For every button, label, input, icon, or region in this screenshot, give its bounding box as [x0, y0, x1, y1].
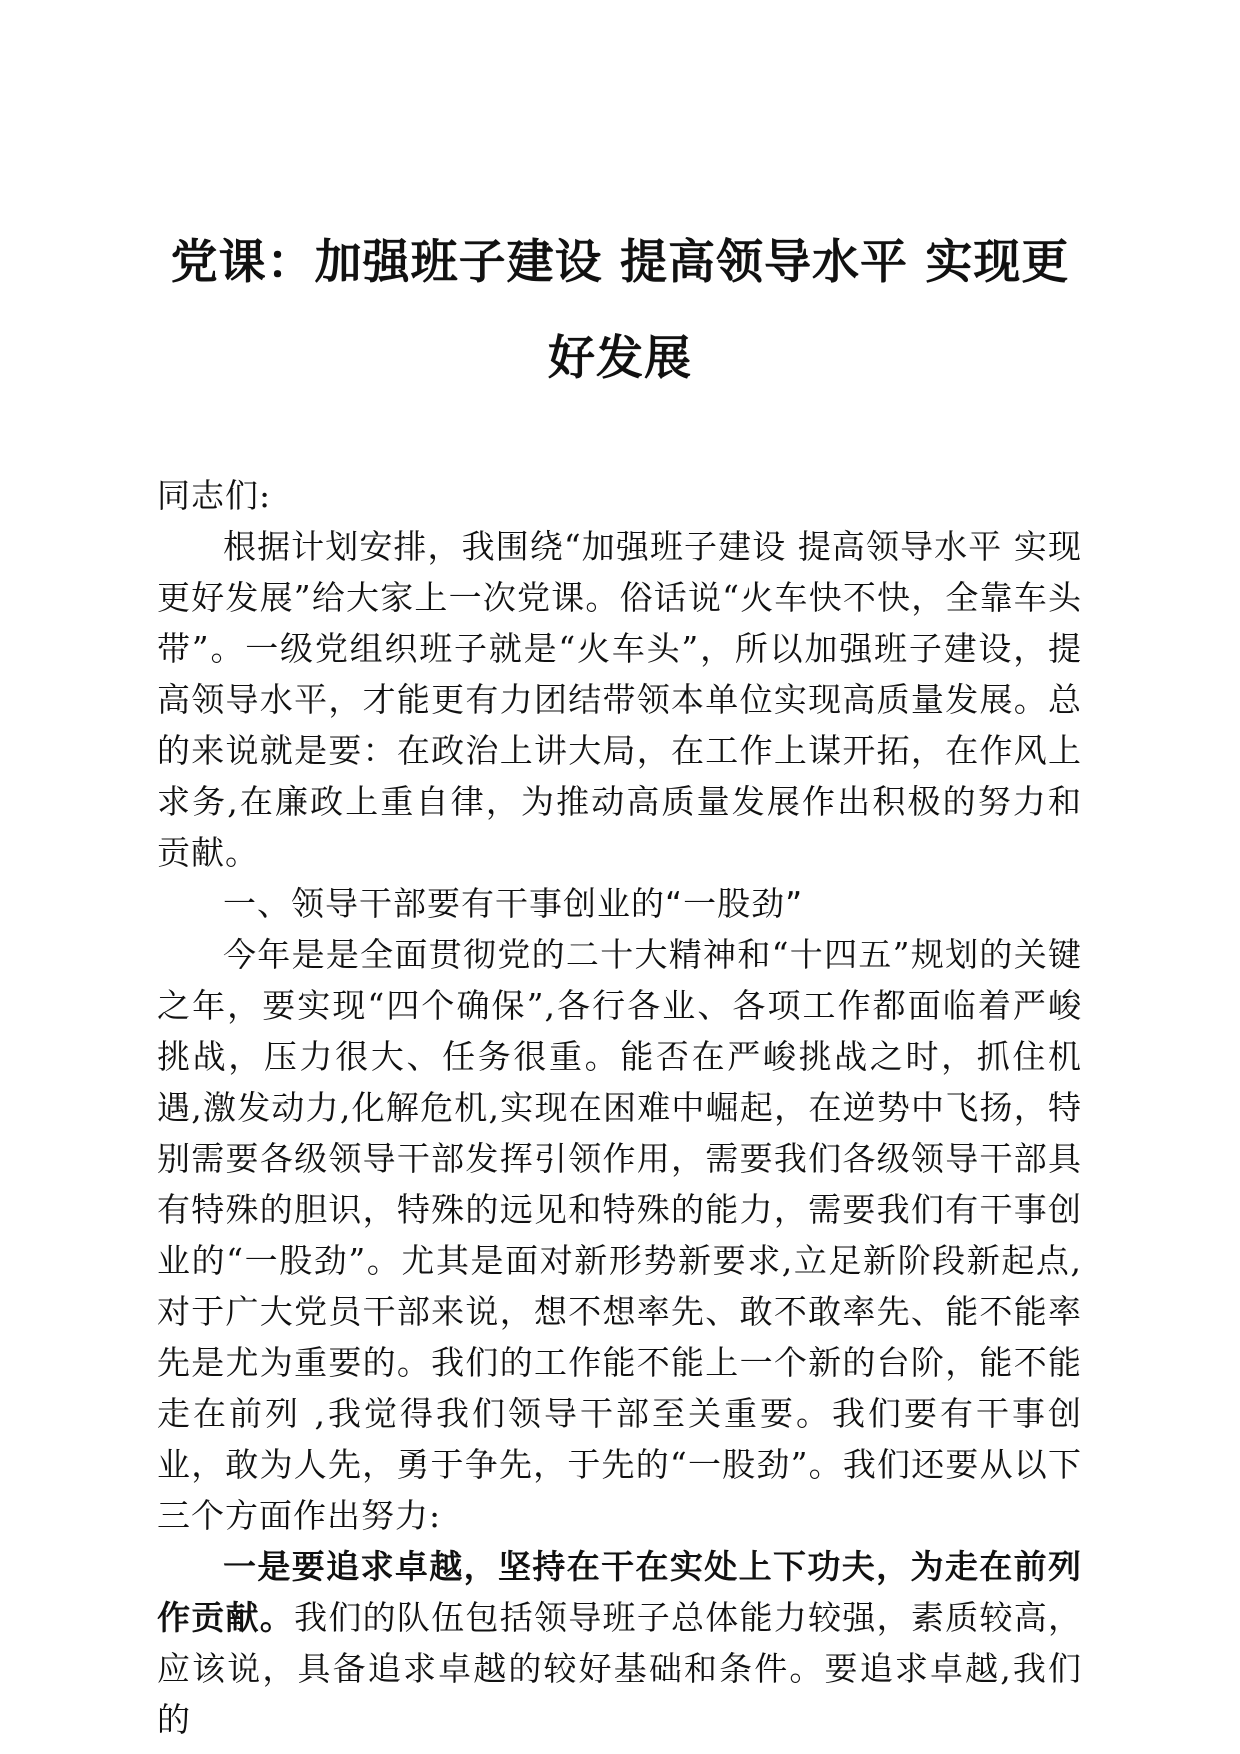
- point-lead-1: 一是要追求卓越，坚持在干在实处上下功夫，为走在前列作贡献。: [157, 1547, 1082, 1637]
- document-title: 党课：加强班子建设 提高领导水平 实现更好发展: [170, 235, 1070, 386]
- point-paragraph-1: [157, 1541, 1082, 1745]
- salutation: 同志们:: [157, 476, 272, 515]
- document-body: [157, 470, 1082, 1745]
- section-paragraph-1: 今年是是全面贯彻党的二十大精神和“十四五”规划的关键之年，要实现“四个确保”,各行各业、各项工作都面临着严峻挑战，压力很大、任务很重。能否在严峻挑战之时，抓住机遇,激发动力,化解危机,实现在困难中崛起，在逆势中飞扬，特别需要各级领导干部发挥引领作用，需要我们各级领导干部具有特殊的胆识，特殊的远见和特殊的能力，需要我们有干事创业的“一股劲”。尤其是面对新形势新要求,立足新阶段新起点,对于广大党员干部来说，想不想率先、敢不敢率先、能不能率先是尤为重要的。我们的工作能不能上一个新的台阶，能不能走在前列 ,我觉得我们领导干部至关重要。我们要有干事创业，敢为人先，勇于争先，于先的“一股劲”。我们还要从以下三个方面作出努力:: [157, 935, 1082, 1535]
- point-text-1: 我们的队伍包括领导班子总体能力较强，素质较高，应该说，具备追求卓越的较好基础和条件。要追求卓越,我们的: [157, 1598, 1083, 1739]
- section-heading-1: 一、领导干部要有干事创业的“一股劲”: [223, 884, 804, 923]
- intro-paragraph: 根据计划安排，我围绕“加强班子建设 提高领导水平 实现更好发展”给大家上一次党课。俗话说“火车快不快，全靠车头带”。一级党组织班子就是“火车头”，所以加强班子建设，提高领导水平，才能更有力团结带领本单位实现高质量发展。总的来说就是要：在政治上讲大局，在工作上谋开拓，在作风上求务,在廉政上重自律，为推动高质量发展作出积极的努力和贡献。: [157, 527, 1082, 872]
